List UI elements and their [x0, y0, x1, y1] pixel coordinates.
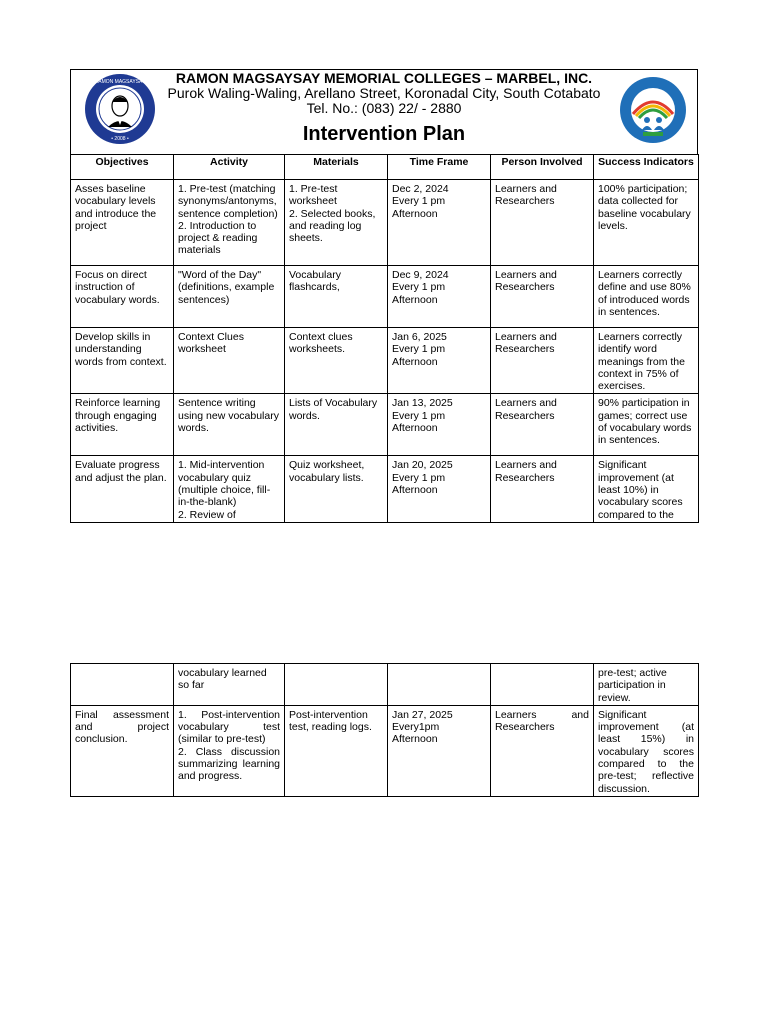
materials-cell: Vocabulary flashcards, — [285, 266, 388, 328]
materials-cell: Quiz worksheet, vocabulary lists. — [285, 456, 388, 522]
table-row — [71, 266, 699, 328]
success-indicator-cell: Learners correctly identify word meanings from the context in 75% of exercises. — [594, 328, 699, 394]
success-indicator-cell: Significant improvement (at least 10%) in vocabulary scores compared to the — [594, 456, 699, 522]
objective-cell: Focus on direct instruction of vocabulary words. — [71, 266, 174, 328]
objective-cell: Asses baseline vocabulary levels and introduce the project — [71, 180, 174, 266]
activity-cell: vocabulary learned so far — [174, 664, 285, 706]
activity-cell: 1. Pre-test (matching synonyms/antonyms, sentence completion) 2. Introduction to project & reading materials — [174, 180, 285, 266]
activity-cell: "Word of the Day" (definitions, example sentences) — [174, 266, 285, 328]
materials-cell: Lists of Vocabulary words. — [285, 394, 388, 456]
column-header-time-frame: Time Frame — [388, 155, 491, 180]
table-row — [71, 394, 699, 456]
time-frame-cell — [388, 664, 491, 706]
column-header-success-indicators: Success Indicators — [594, 155, 699, 180]
person-involved-cell: Learners and Researchers — [491, 456, 594, 522]
table-row — [71, 664, 699, 706]
svg-text:RAMON MAGSAYSAY: RAMON MAGSAYSAY — [94, 79, 146, 85]
success-indicator-cell: 90% participation in games; correct use of vocabulary words in sentences. — [594, 394, 699, 456]
time-frame-cell: Jan 20, 2025 Every 1 pm Afternoon — [388, 456, 491, 522]
school-telephone: Tel. No.: (083) 22/ - 2880 — [306, 100, 462, 116]
table-header-row — [71, 155, 699, 180]
materials-cell: Context clues worksheets. — [285, 328, 388, 394]
materials-cell: Post-intervention test, reading logs. — [285, 705, 388, 796]
person-involved-cell — [491, 664, 594, 706]
activity-cell: 1. Mid-intervention vocabulary quiz (multiple choice, fill-in-the-blank) 2. Review of — [174, 456, 285, 522]
column-header-materials: Materials — [285, 155, 388, 180]
materials-cell: 1. Pre-test worksheet 2. Selected books, and reading log sheets. — [285, 180, 388, 266]
table-row — [71, 328, 699, 394]
table-row — [71, 180, 699, 266]
column-header-activity: Activity — [174, 155, 285, 180]
rmmc-seal-icon — [81, 73, 159, 145]
page-1 — [70, 69, 698, 523]
activity-cell: Sentence writing using new vocabulary words. — [174, 394, 285, 456]
success-indicator-cell: Learners correctly define and use 80% of introduced words in sentences. — [594, 266, 699, 328]
objective-cell: Evaluate progress and adjust the plan. — [71, 456, 174, 522]
column-header-person-involved: Person Involved — [491, 155, 594, 180]
success-indicator-cell: Significant improvement (at least 15%) in vocabulary scores compared to the pre-test; reflective discussion. — [594, 705, 699, 796]
person-involved-cell: Learners and Researchers — [491, 180, 594, 266]
time-frame-cell: Jan 6, 2025 Every 1 pm Afternoon — [388, 328, 491, 394]
objective-cell — [71, 664, 174, 706]
activity-cell: 1. Post-intervention vocabulary test (similar to pre-test) 2. Class discussion summarizing learning and progress. — [174, 705, 285, 796]
document-header — [70, 69, 698, 154]
time-frame-cell: Dec 2, 2024 Every 1 pm Afternoon — [388, 180, 491, 266]
time-frame-cell: Jan 13, 2025 Every 1 pm Afternoon — [388, 394, 491, 456]
person-involved-cell: Learners and Researchers — [491, 705, 594, 796]
materials-cell — [285, 664, 388, 706]
objective-cell: Final assessment and project conclusion. — [71, 705, 174, 796]
objective-cell: Reinforce learning through engaging activities. — [71, 394, 174, 456]
school-address: Purok Waling-Waling, Arellano Street, Koronadal City, South Cotabato — [167, 85, 601, 101]
person-involved-cell: Learners and Researchers — [491, 266, 594, 328]
svg-text:• 2008 •: • 2008 • — [111, 136, 129, 142]
school-name: RAMON MAGSAYSAY MEMORIAL COLLEGES – MARBEL, INC. — [175, 70, 593, 86]
intervention-plan-table — [70, 154, 699, 523]
intervention-plan-table-continued — [70, 663, 699, 797]
document-title: Intervention Plan — [302, 123, 466, 145]
page-2 — [70, 663, 698, 797]
success-indicator-cell: 100% participation; data collected for baseline vocabulary levels. — [594, 180, 699, 266]
table-row — [71, 705, 699, 796]
table-row — [71, 456, 699, 522]
time-frame-cell: Dec 9, 2024 Every 1 pm Afternoon — [388, 266, 491, 328]
activity-cell: Context Clues worksheet — [174, 328, 285, 394]
person-involved-cell: Learners and Researchers — [491, 394, 594, 456]
time-frame-cell: Jan 27, 2025 Every1pm Afternoon — [388, 705, 491, 796]
objective-cell: Develop skills in understanding words from context. — [71, 328, 174, 394]
person-involved-cell: Learners and Researchers — [491, 328, 594, 394]
success-indicator-cell: pre-test; active participation in review. — [594, 664, 699, 706]
college-of-teacher-education-seal-icon — [619, 76, 687, 144]
column-header-objectives: Objectives — [71, 155, 174, 180]
